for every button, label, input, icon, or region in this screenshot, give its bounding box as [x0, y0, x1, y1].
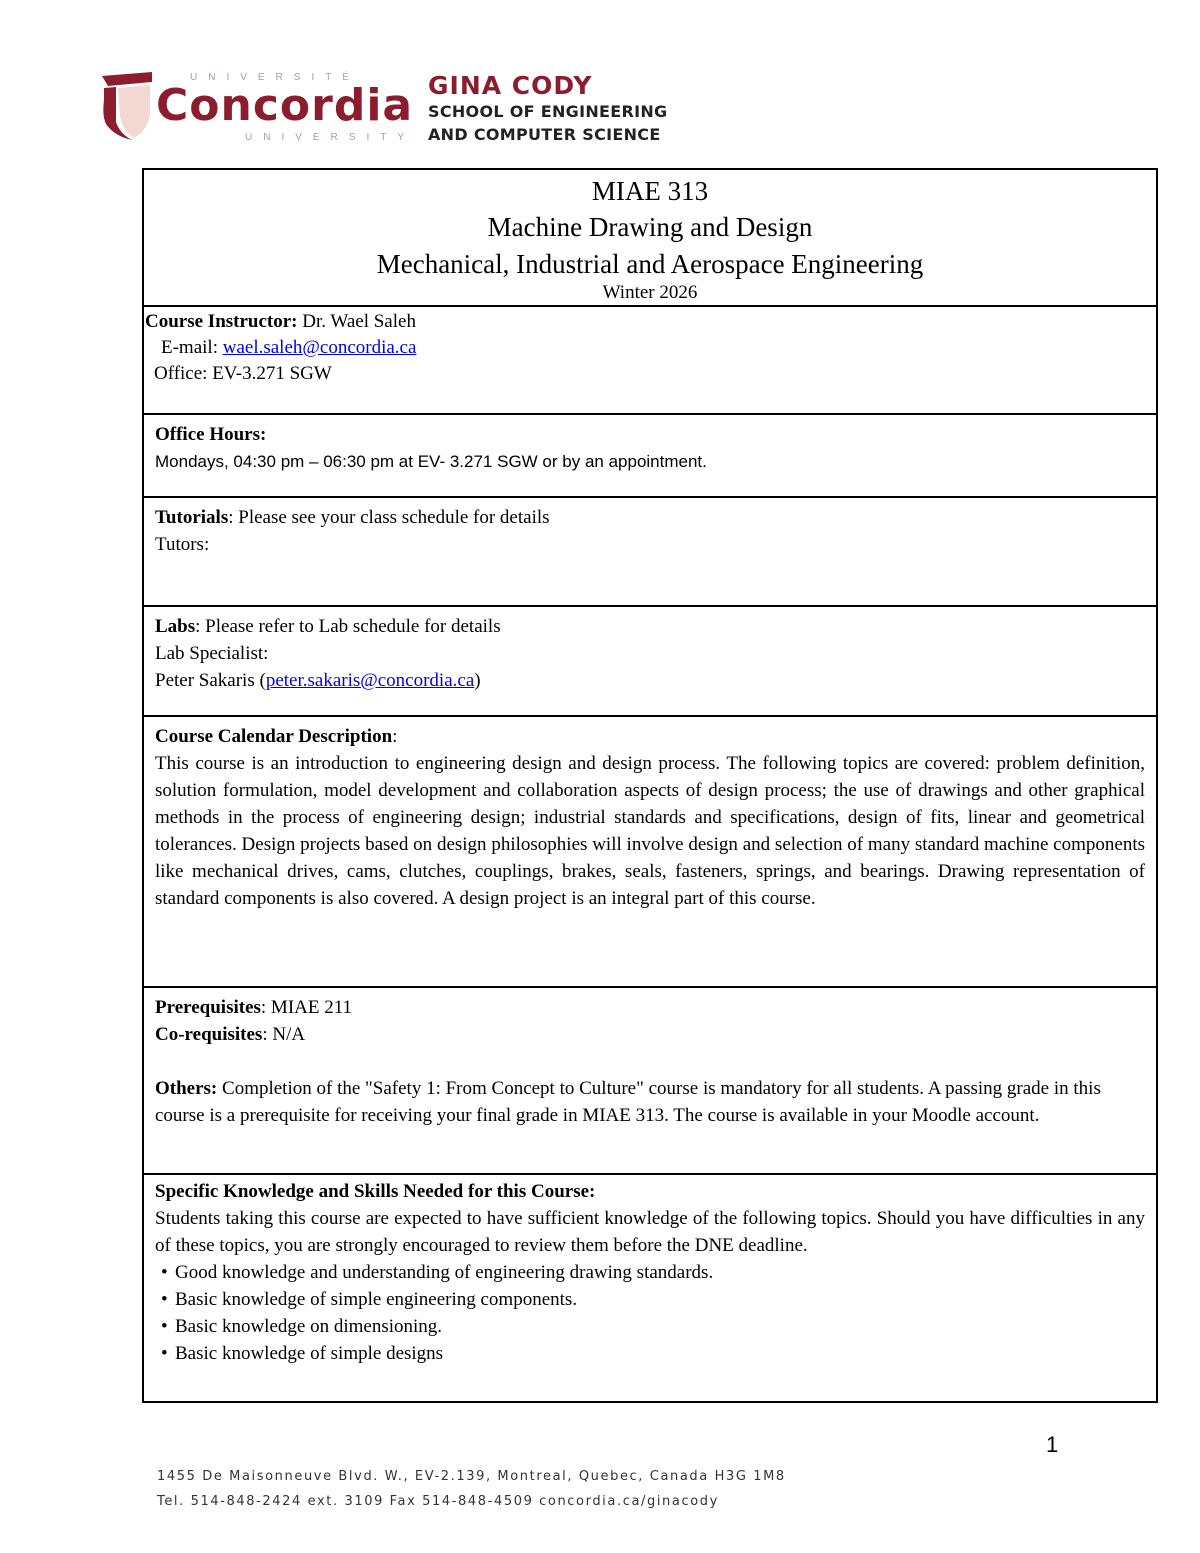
labs-text: : Please refer to Lab schedule for details — [195, 616, 501, 637]
instructor-section — [144, 305, 1156, 413]
skills-list-item — [155, 1313, 1145, 1340]
lab-specialist-row — [155, 667, 1145, 694]
office-hours-label: Office Hours: — [155, 424, 267, 445]
course-outline-table — [142, 168, 1158, 1403]
tutorials-row — [155, 504, 1145, 531]
course-title-section — [144, 170, 1156, 305]
others-label: Others: — [155, 1078, 218, 1099]
course-department: Mechanical, Industrial and Aerospace Engineering — [376, 249, 924, 279]
skills-item-text: Good knowledge and understanding of engineering drawing standards. — [175, 1262, 714, 1283]
concordia-crest-icon — [98, 70, 156, 144]
lab-specialist-label: Lab Specialist: — [155, 643, 269, 664]
description-heading — [155, 723, 1145, 750]
others-row — [155, 1075, 1145, 1129]
office-hours-section — [144, 413, 1156, 496]
description-label: Course Calendar Description — [155, 726, 393, 747]
course-code: MIAE 313 — [591, 176, 709, 206]
school-logo — [428, 72, 667, 146]
skills-list-item — [155, 1286, 1145, 1313]
logo-university-text: UNIVERSITY — [245, 132, 416, 143]
lab-specialist-name: Peter Sakaris ( — [155, 670, 266, 691]
instructor-label: Course Instructor: — [145, 311, 298, 332]
instructor-row — [144, 309, 1156, 335]
description-section — [144, 715, 1156, 986]
footer — [157, 1464, 786, 1514]
page-number: 1 — [1046, 1432, 1059, 1457]
description-text: This course is an introduction to engineering design and design process. The following topics are covered: problem definition, solution formulation, model development and collaboration aspects of design process; the use of drawings and other graphical methods in the process of engineering design; industrial standards and specifications, design of fits, linear and geometrical tolerances. Design projects based on design philosophies will involve design and selection of many standard machine components like mechanical drives, cams, clutches, couplings, brakes, seals, fasteners, springs, and bearings. Drawing representation of standard components is also covered. A design project is an integral part of this course. — [155, 753, 1145, 909]
bullet-icon: • — [161, 1262, 168, 1283]
description-colon: : — [392, 726, 398, 747]
instructor-name: Dr. Wael Saleh — [302, 311, 416, 332]
labs-label: Labs — [155, 616, 196, 637]
skills-item-text: Basic knowledge of simple engineering components. — [175, 1289, 578, 1310]
corequisites-value: : N/A — [262, 1024, 306, 1045]
corequisites-row — [155, 1021, 1145, 1048]
skills-list-item — [155, 1259, 1145, 1286]
tutorials-label: Tutorials — [155, 507, 229, 528]
instructor-email-row — [144, 335, 1156, 361]
prerequisites-row — [155, 994, 1145, 1021]
email-label: E-mail: — [161, 337, 218, 358]
tutorials-text: : Please see your class schedule for details — [228, 507, 550, 528]
labs-section — [144, 605, 1156, 715]
footer-contact: Tel. 514-848-2424 ext. 3109 Fax 514-848-4509 concordia.ca/ginacody — [157, 1494, 719, 1509]
prerequisites-label: Prerequisites — [155, 997, 261, 1018]
skills-list-item — [155, 1340, 1145, 1367]
lab-specialist-email-link[interactable]: peter.sakaris@concordia.ca — [265, 670, 475, 691]
school-line-2: AND COMPUTER SCIENCE — [428, 125, 661, 144]
others-text: Completion of the "Safety 1: From Concept to Culture" course is mandatory for all students. A passing grade in this course is a prerequisite for receiving your final grade in MIAE 313. The course is available in your Moodle account. — [155, 1078, 1101, 1126]
requisites-section — [144, 986, 1156, 1173]
lab-specialist-close: ) — [474, 670, 481, 691]
school-title: GINA CODY — [428, 71, 593, 100]
skills-item-text: Basic knowledge on dimensioning. — [175, 1316, 443, 1337]
logo-wordmark: Concordia — [156, 80, 414, 131]
skills-label: Specific Knowledge and Skills Needed for this Course: — [155, 1181, 596, 1202]
tutors-label: Tutors: — [155, 534, 210, 555]
tutorials-section — [144, 496, 1156, 605]
school-line-1: SCHOOL OF ENGINEERING — [428, 102, 668, 121]
concordia-logo — [98, 66, 416, 150]
course-name: Machine Drawing and Design — [487, 212, 813, 242]
corequisites-label: Co-requisites — [155, 1024, 263, 1045]
bullet-icon: • — [161, 1289, 168, 1310]
logo-universite-text: UNIVERSITÉ — [190, 72, 361, 83]
prerequisites-value: : MIAE 211 — [260, 997, 353, 1018]
skills-item-text: Basic knowledge of simple designs — [175, 1343, 444, 1364]
course-term: Winter 2026 — [602, 282, 698, 303]
bullet-icon: • — [161, 1316, 168, 1337]
labs-row — [155, 613, 1145, 640]
footer-address: 1455 De Maisonneuve Blvd. W., EV-2.139, Montreal, Quebec, Canada H3G 1M8 — [157, 1469, 786, 1484]
bullet-icon: • — [161, 1343, 168, 1364]
skills-section — [144, 1173, 1156, 1401]
instructor-office: Office: EV-3.271 SGW — [154, 363, 332, 384]
office-hours-text: Mondays, 04:30 pm – 06:30 pm at EV- 3.271 SGW or by an appointment. — [155, 452, 707, 471]
skills-intro: Students taking this course are expected to have sufficient knowledge of the following topics. Should you have difficulties in any of these topics, you are strongly encouraged to review them before the DNE deadline. — [155, 1208, 1145, 1256]
instructor-email-link[interactable]: wael.saleh@concordia.ca — [222, 337, 417, 358]
